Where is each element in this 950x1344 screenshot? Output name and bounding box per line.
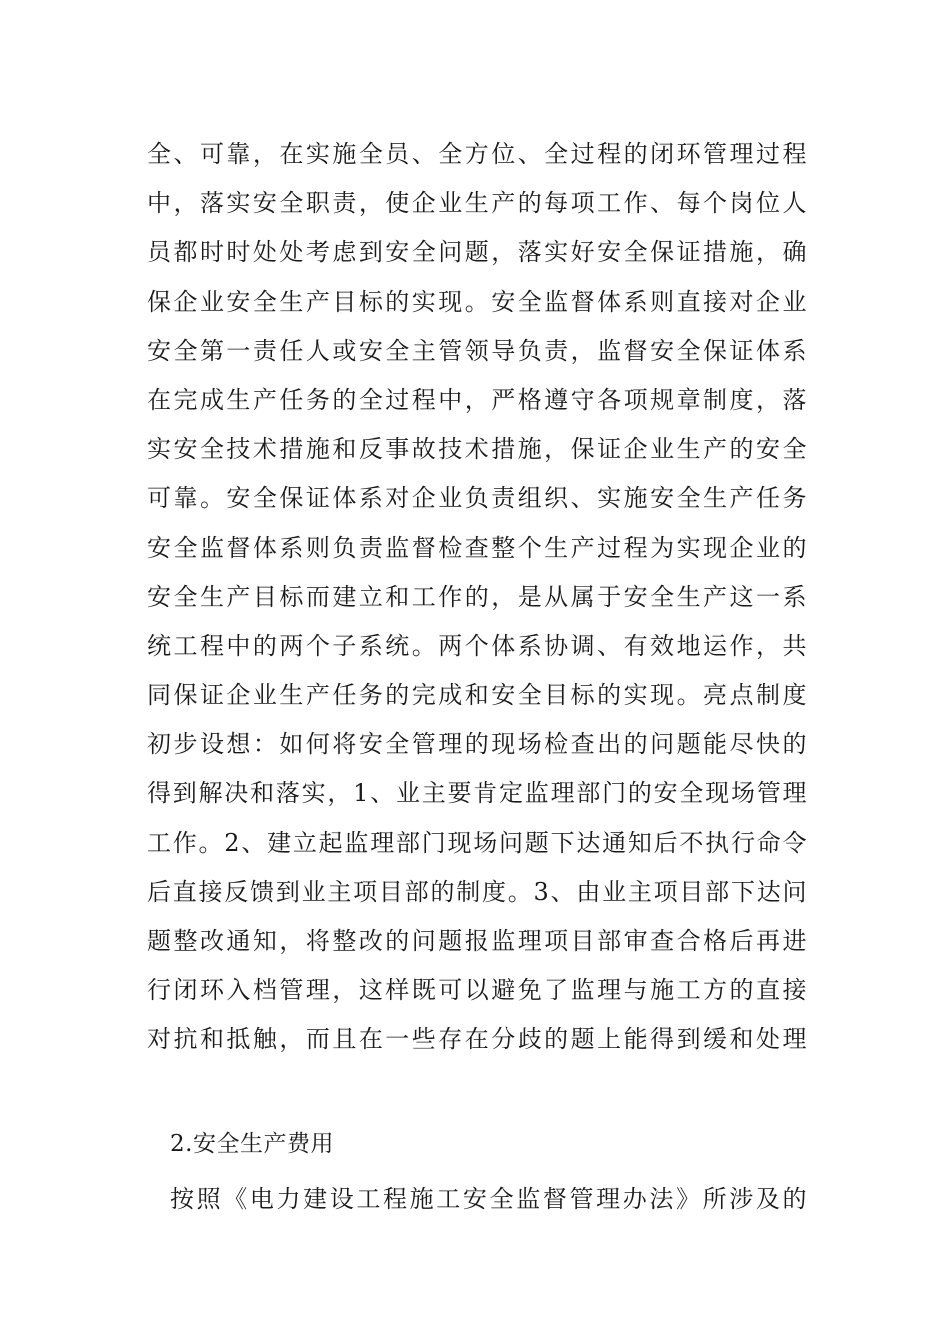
text-line: 安全监督体系则负责监督检查整个生产过程为实现企业的 (147, 533, 807, 562)
text-line: 统工程中的两个子系统。两个体系协调、有效地运作，共 (147, 631, 807, 660)
text-line: 全、可靠，在实施全员、全方位、全过程的闭环管理过程 (147, 140, 807, 168)
section-heading: 2.安全生产费用 (170, 1131, 334, 1157)
body-paragraph (147, 130, 807, 1065)
section-first-line: 按照《电力建设工程施工安全监督管理办法》所涉及的 (170, 1185, 807, 1213)
text-line: 安全生产目标而建立和工作的，是从属于安全生产这一系 (147, 582, 807, 611)
text-line: 对抗和抵触，而且在一些存在分歧的题上能得到缓和处理 (147, 1025, 807, 1054)
text-line: 可靠。安全保证体系对企业负责组织、实施安全生产任务 (147, 484, 807, 513)
text-line: 初步设想：如何将安全管理的现场检查出的问题能尽快的 (147, 730, 807, 759)
text-line: 员都时时处处考虑到安全问题，落实好安全保证措施，确 (147, 238, 807, 267)
text-line: 在完成生产任务的全过程中，严格遵守各项规章制度，落 (147, 385, 807, 414)
text-line: 得到解决和落实，1、业主要肯定监理部门的安全现场管理 (147, 779, 807, 808)
text-line: 后直接反馈到业主项目部的制度。3、由业主项目部下达问 (147, 877, 807, 906)
text-line: 安全第一责任人或安全主管领导负责，监督安全保证体系 (147, 336, 807, 365)
text-line: 工作。2、建立起监理部门现场问题下达通知后不执行命令 (147, 828, 807, 857)
text-line: 题整改通知，将整改的问题报监理项目部审查合格后再进 (147, 927, 807, 955)
text-line: 同保证企业生产任务的完成和安全目标的实现。亮点制度 (147, 681, 807, 710)
text-line: 实安全技术措施和反事故技术措施，保证企业生产的安全 (147, 435, 807, 464)
text-line: 行闭环入档管理，这样既可以避免了监理与施工方的直接 (147, 976, 807, 1005)
text-line: 中，落实安全职责，使企业生产的每项工作、每个岗位人 (147, 189, 807, 218)
text-line: 保企业安全生产目标的实现。安全监督体系则直接对企业 (147, 287, 807, 316)
